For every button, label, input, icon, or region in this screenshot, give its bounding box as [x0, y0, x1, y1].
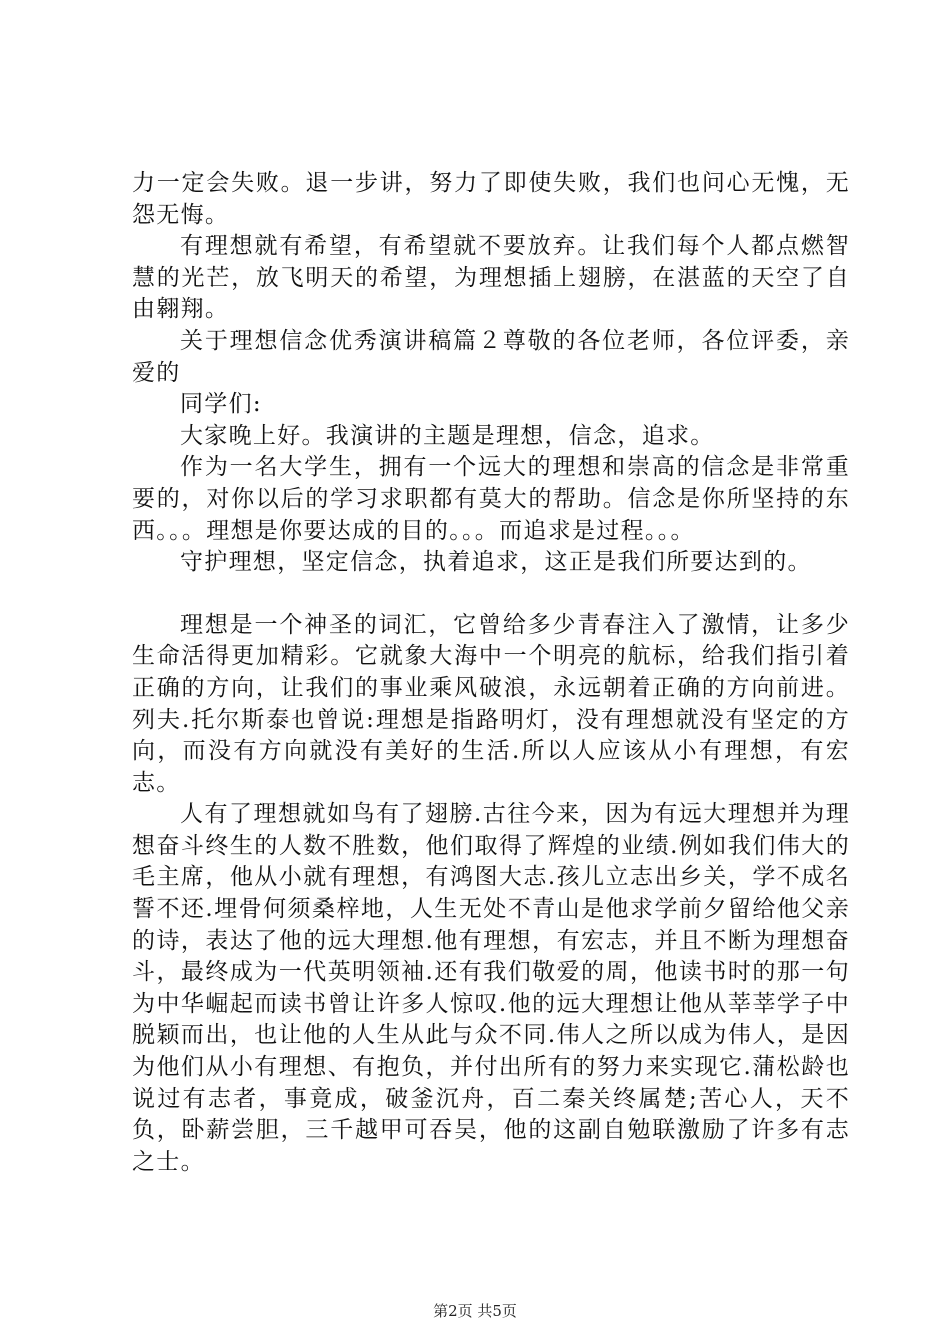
paragraph: 人有了理想就如鸟有了翅膀.古往今来，因为有远大理想并为理想奋斗终生的人数不胜数，他们取得了辉煌的业绩.例如我们伟大的毛主席，他从小就有理想，有鸿图大志.孩儿立志出乡关，学不成名誓不还.埋骨何须桑梓地，人生无处不青山是他求学前夕留给他父亲的诗，表达了他的远大理想.他有理想，有宏志，并且不断为理想奋斗，最终成为一代英明领袖.还有我们敬爱的周，他读书时的那一句为中华崛起而读书曾让许多人惊叹.他的远大理想让他从莘莘学子中脱颖而出，也让他的人生从此与众不同.伟人之所以成为伟人，是因为他们从小有理想、有抱负，并付出所有的努力来实现它.蒲松龄也说过有志者，事竟成，破釜沉舟，百二秦关终属楚;苦心人，天不负，卧薪尝胆，三千越甲可吞吴，他的这副自勉联激励了许多有志之士。	[132, 801, 850, 1175]
document-body	[132, 168, 850, 1178]
paragraph: 大家晚上好。我演讲的主题是理想，信念，追求。	[180, 422, 715, 449]
paragraph: 理想是一个神圣的词汇，它曾给多少青春注入了激情，让多少生命活得更加精彩。它就象大海中一个明亮的航标，给我们指引着正确的方向，让我们的事业乘风破浪，永远朝着正确的方向前进。列夫.托尔斯泰也曾说:理想是指路明灯，没有理想就没有坚定的方向，而没有方向就没有美好的生活.所以人应该从小有理想，有宏志。	[132, 611, 850, 796]
paragraph: 作为一名大学生，拥有一个远大的理想和崇高的信念是非常重要的，对你以后的学习求职都有莫大的帮助。信念是你所坚持的东西。。。理想是你要达成的目的。。。而追求是过程。。。	[132, 454, 850, 544]
paragraph: 守护理想，坚定信念，执着追求，这正是我们所要达到的。	[180, 549, 812, 576]
paragraph: 同学们:	[180, 391, 262, 418]
paragraph: 有理想就有希望，有希望就不要放弃。让我们每个人都点燃智慧的光芒，放飞明天的希望，为理想插上翅膀，在湛蓝的天空了自由翱翔。	[132, 233, 850, 323]
page-number-footer: 第2页 共5页	[433, 1302, 517, 1320]
paragraph: 关于理想信念优秀演讲稿篇２尊敬的各位老师，各位评委，亲爱的	[132, 327, 850, 386]
paragraph: 力一定会失败。退一步讲，努力了即使失败，我们也问心无愧，无怨无悔。	[132, 170, 850, 228]
